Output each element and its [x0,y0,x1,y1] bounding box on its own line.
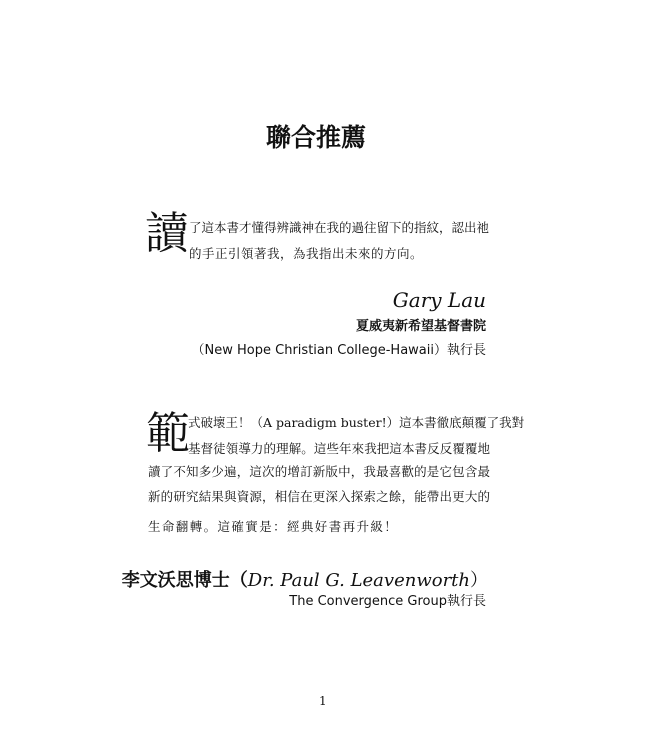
endorser-name: Gary Lau [392,288,486,312]
endorsement-line: 生命翻轉。這確實是：經典好書再升級！ [148,519,399,534]
endorsement-line: 新的研究結果與資源，相信在更深入探索之餘，能帶出更大的 [148,489,490,504]
endorser-organization: 夏威夷新希望基督書院 [355,319,486,334]
drop-cap: 範 [146,408,190,459]
endorser-name [122,566,488,592]
drop-cap: 讀 [145,208,189,259]
endorser-name-english: Dr. Paul G. Leavenworth [247,570,470,591]
endorsement-line: 的手正引領著我，為我指出未來的方向。 [189,246,424,261]
page-number: 1 [319,694,327,708]
endorsement-line: 式破壞王！（A paradigm buster!）這本書徹底顛覆了我對 [188,415,525,430]
endorser-role: （New Hope Christian College-Hawaii）執行長 [191,343,486,358]
endorser-role: The Convergence Group執行長 [289,594,486,609]
page-title: 聯合推薦 [265,123,366,152]
endorsement-line: 了這本書才懂得辨識神在我的過往留下的指紋，認出祂 [189,220,490,235]
endorser-name-close: ） [470,570,488,591]
endorsement-line: 基督徒領導力的理解。這些年來我把這本書反反覆覆地 [188,441,490,456]
endorsement-line: 讀了不知多少遍，這次的增訂新版中，我最喜歡的是它包含最 [148,464,490,479]
endorser-name-chinese: 李文沃思博士（ [121,570,248,591]
